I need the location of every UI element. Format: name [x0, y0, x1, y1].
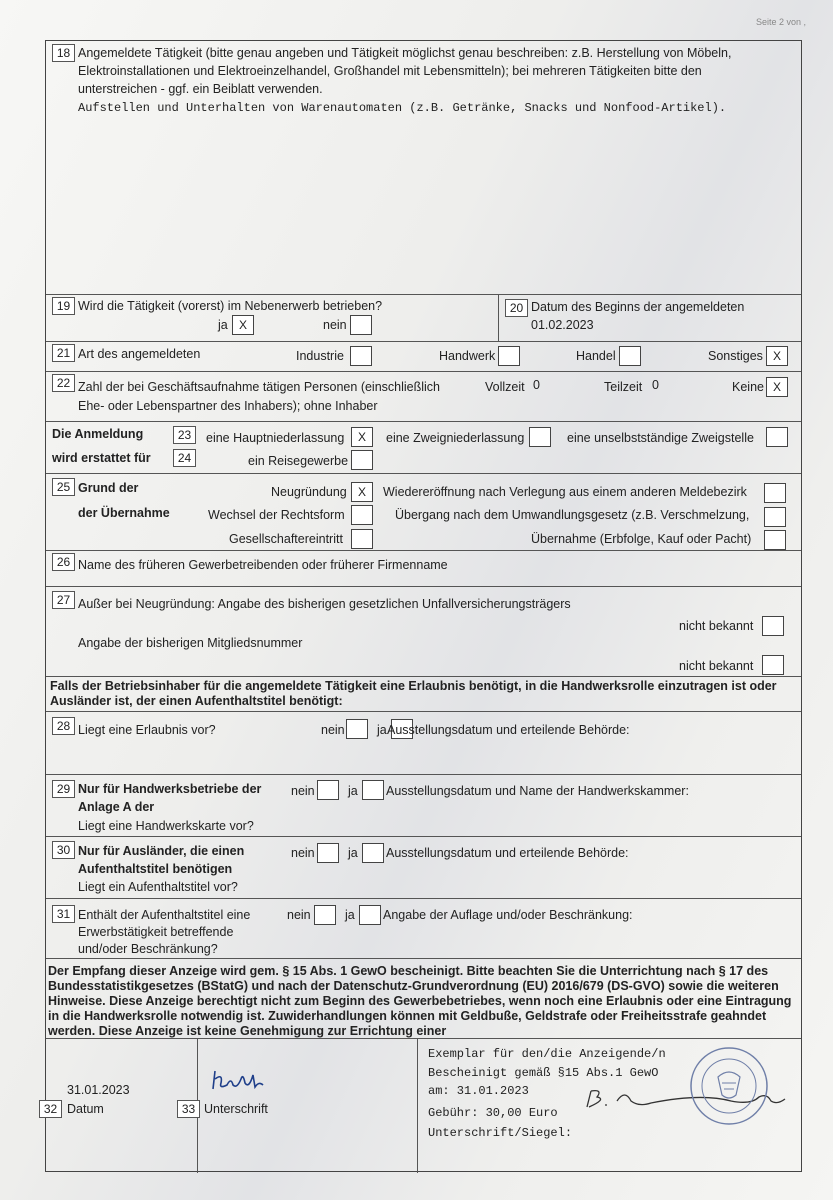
craft-label-1: Nur für Handwerksbetriebe der	[78, 782, 262, 796]
unselbststaendige-zweigstelle-checkbox[interactable]	[766, 427, 788, 447]
teilzeit-value[interactable]: 0	[652, 378, 659, 392]
type-handwerk-label: Handwerk	[439, 349, 496, 363]
type-handel-label: Handel	[576, 349, 616, 363]
field-number: 32	[39, 1100, 62, 1118]
section-25	[46, 474, 801, 551]
permit-ja-label: ja	[377, 723, 387, 737]
permit-nein-label: nein	[321, 723, 345, 737]
keine-checkbox[interactable]: X	[766, 377, 788, 397]
restriction-label-1: Enthält der Aufenthaltstitel eine	[78, 908, 251, 922]
permit-question: Liegt eine Erlaubnis vor?	[78, 723, 216, 737]
persons-label-line-2: Ehe- oder Lebenspartner des Inhabers); ohne Inhaber	[78, 399, 378, 413]
craft-ja-label: ja	[348, 784, 358, 798]
section-27	[46, 587, 801, 677]
foreigner-ja-checkbox[interactable]	[362, 843, 384, 863]
field-number: 28	[52, 717, 75, 735]
stamp-line-2: Bescheinigt gemäß §15 Abs.1 GewO	[428, 1066, 659, 1080]
field-number: 24	[173, 449, 196, 467]
restriction-nein-checkbox[interactable]	[314, 905, 336, 925]
craft-label-2: Anlage A der	[78, 800, 155, 814]
type-industrie-label: Industrie	[296, 349, 344, 363]
foreigner-nein-checkbox[interactable]	[317, 843, 339, 863]
vollzeit-value[interactable]: 0	[533, 378, 540, 392]
field-number: 31	[52, 905, 75, 923]
hauptniederlassung-label: eine Hauptniederlassung	[206, 431, 345, 445]
wiedereroeffnung-checkbox[interactable]	[764, 483, 786, 503]
sideline-nein-checkbox[interactable]	[350, 315, 372, 335]
restriction-ja-label: ja	[345, 908, 355, 922]
vollzeit-label: Vollzeit	[485, 380, 525, 394]
uebernahme-checkbox[interactable]	[764, 530, 786, 550]
registration-title-2: wird erstattet für	[52, 451, 151, 465]
section-31	[46, 899, 801, 959]
sideline-nein-label: nein	[323, 318, 347, 332]
craft-ja-checkbox[interactable]	[362, 780, 384, 800]
gesellschaftereintritt-checkbox[interactable]	[351, 529, 373, 549]
field-number: 19	[52, 297, 75, 315]
membership-not-known-checkbox[interactable]	[762, 655, 784, 675]
type-sonstiges-label: Sonstiges	[708, 349, 763, 363]
craft-label-3: Liegt eine Handwerkskarte vor?	[78, 819, 254, 833]
stamp-line-3: am: 31.01.2023	[428, 1084, 529, 1098]
zweigniederlassung-checkbox[interactable]	[529, 427, 551, 447]
section-22	[46, 372, 801, 422]
neugruendung-label: Neugründung	[271, 485, 347, 499]
trade-registration-form	[45, 40, 802, 1172]
date-label: Datum	[67, 1102, 104, 1116]
restriction-label-3: und/oder Beschränkung?	[78, 942, 218, 956]
restriction-ja-checkbox[interactable]	[359, 905, 381, 925]
section-21	[46, 342, 801, 372]
permit-issue-detail: Ausstellungsdatum und erteilende Behörde:	[387, 723, 630, 737]
foreigner-label-3: Liegt ein Aufenthaltstitel vor?	[78, 880, 238, 894]
field-number: 25	[52, 478, 75, 496]
umwandlung-label: Übergang nach dem Umwandlungsgesetz (z.B. Verschmelzung,	[395, 508, 750, 522]
section-28	[46, 712, 801, 775]
field-number: 27	[52, 591, 75, 609]
registration-title-1: Die Anmeldung	[52, 427, 144, 441]
section-18	[46, 41, 801, 295]
membership-not-known-label: nicht bekannt	[679, 659, 754, 673]
sideline-question: Wird die Tätigkeit (vorerst) im Nebenerwerb betrieben?	[78, 299, 383, 313]
field-number: 21	[52, 344, 75, 362]
official-seal	[686, 1043, 772, 1129]
craft-nein-checkbox[interactable]	[317, 780, 339, 800]
umwandlung-checkbox[interactable]	[764, 507, 786, 527]
rechtsform-label: Wechsel der Rechtsform	[208, 508, 345, 522]
stamp-line-5: Unterschrift/Siegel:	[428, 1126, 573, 1140]
column-divider	[498, 295, 499, 341]
neugruendung-checkbox[interactable]: X	[351, 482, 373, 502]
field-number: 29	[52, 780, 75, 798]
unselbststaendige-zweigstelle-label: eine unselbstständige Zweigstelle	[567, 431, 754, 445]
field-number: 18	[52, 44, 75, 62]
reason-title-2: der Übernahme	[78, 506, 170, 520]
type-handel-checkbox[interactable]	[619, 346, 641, 366]
wiedereroeffnung-label: Wiedereröffnung nach Verlegung aus einem anderen Meldebezirk	[383, 485, 747, 499]
restriction-label-2: Erwerbstätigkeit betreffende	[78, 925, 234, 939]
foreigner-label-2: Aufenthaltstitel benötigen	[78, 862, 233, 876]
reisegewerbe-checkbox[interactable]	[351, 450, 373, 470]
section-29	[46, 775, 801, 837]
gesellschaftereintritt-label: Gesellschaftereintritt	[229, 532, 343, 546]
section-19-20	[46, 295, 801, 342]
foreigner-label-1: Nur für Ausländer, die einen	[78, 844, 245, 858]
reisegewerbe-label: ein Reisegewerbe	[248, 454, 349, 468]
activity-label-line-3: unterstreichen - ggf. ein Beiblatt verwenden.	[78, 82, 323, 96]
foreigner-nein-label: nein	[291, 846, 315, 860]
activity-label-line-2: Elektroinstallationen und Elektroeinzelhandel, Großhandel mit Lebensmitteln); bei mehreren Tätigkeiten bitte den	[78, 64, 702, 78]
persons-label-line-1: Zahl der bei Geschäftsaufnahme tätigen Personen (einschließlich	[78, 380, 441, 394]
restriction-nein-label: nein	[287, 908, 311, 922]
section-23-24	[46, 422, 801, 474]
keine-label: Keine	[732, 380, 764, 394]
date-value[interactable]: 31.01.2023	[67, 1083, 130, 1097]
teilzeit-label: Teilzeit	[604, 380, 643, 394]
craft-nein-label: nein	[291, 784, 315, 798]
section-30	[46, 837, 801, 899]
activity-value[interactable]: Aufstellen und Unterhalten von Warenautomaten (z.B. Getränke, Snacks und Nonfood-Artikel).	[78, 101, 727, 115]
hauptniederlassung-checkbox[interactable]: X	[351, 427, 373, 447]
start-date-value[interactable]: 01.02.2023	[531, 318, 594, 332]
membership-number-label: Angabe der bisherigen Mitgliedsnummer	[78, 636, 303, 650]
type-handwerk-checkbox[interactable]	[498, 346, 520, 366]
receipt-notice	[46, 959, 801, 1039]
type-sonstiges-checkbox[interactable]: X	[766, 346, 788, 366]
field-number: 20	[505, 299, 528, 317]
reason-title-1: Grund der	[78, 481, 139, 495]
activity-label-line-1: Angemeldete Tätigkeit (bitte genau angeben und Tätigkeit möglichst genau beschreiben: z.B. Herstellung von Möbeln,	[78, 46, 732, 60]
signature-label: Unterschrift	[204, 1102, 268, 1116]
foreigner-ja-label: ja	[348, 846, 358, 860]
sideline-ja-label: ja	[218, 318, 228, 332]
start-date-label: Datum des Beginns der angemeldeten	[531, 300, 745, 314]
permit-nein-checkbox[interactable]	[346, 719, 368, 739]
insurance-not-known-label: nicht bekannt	[679, 619, 754, 633]
applicant-signature	[209, 1067, 269, 1095]
restriction-detail-label: Angabe der Auflage und/oder Beschränkung:	[383, 908, 633, 922]
field-number: 22	[52, 374, 75, 392]
field-number: 33	[177, 1100, 200, 1118]
stamp-line-1: Exemplar für den/die Anzeigende/n	[428, 1047, 666, 1061]
permit-notice	[46, 677, 801, 712]
field-number: 23	[173, 426, 196, 444]
receipt-notice-text: Der Empfang dieser Anzeige wird gem. § 15 Abs. 1 GewO bescheinigt. Bitte beachten Sie die Unterrichtung nach § 17 des Bundesstatistikgesetzes (BStatG) und nach der Datenschutz-Grundverordnung (EU) 2016/679 (DS-GVO) sowie die weiteren Hinweise. Diese Anzeige berechtigt nicht zum Beginn des Gewerbebetriebes, wenn noch eine Erlaubnis oder eine Eintragung in die Handwerksrolle notwendig ist. Zuwiderhandlungen können mit Geldbuße, Geldstrafe oder Freiheitsstrafe geahndet werden. Diese Anzeige ist keine Genehmigung zur Errichtung einer	[48, 964, 792, 1038]
former-name-label: Name des früheren Gewerbetreibenden oder früherer Firmenname	[78, 558, 448, 572]
type-industrie-checkbox[interactable]	[350, 346, 372, 366]
page-number: Seite 2 von ,	[756, 17, 807, 27]
rechtsform-checkbox[interactable]	[351, 505, 373, 525]
craft-detail-label: Ausstellungsdatum und Name der Handwerkskammer:	[386, 784, 689, 798]
section-26	[46, 551, 801, 587]
business-type-label: Art des angemeldeten	[78, 347, 201, 361]
signature-footer	[43, 1039, 801, 1173]
insurance-label: Außer bei Neugründung: Angabe des bisherigen gesetzlichen Unfallversicherungsträgers	[78, 597, 571, 611]
permit-notice-text: Falls der Betriebsinhaber für die angemeldete Tätigkeit eine Erlaubnis benötigt, in die Handwerksrolle einzutragen ist oder Ausländer ist, der einen Aufenthaltstitel benötigt:	[50, 679, 777, 708]
stamp-line-4: Gebühr: 30,00 Euro	[428, 1106, 558, 1120]
sideline-ja-checkbox[interactable]: X	[232, 315, 254, 335]
uebernahme-label: Übernahme (Erbfolge, Kauf oder Pacht)	[531, 532, 752, 546]
column-divider	[417, 1039, 418, 1173]
insurance-not-known-checkbox[interactable]	[762, 616, 784, 636]
field-number: 30	[52, 841, 75, 859]
field-number: 26	[52, 553, 75, 571]
foreigner-detail-label: Ausstellungsdatum und erteilende Behörde:	[386, 846, 629, 860]
zweigniederlassung-label: eine Zweigniederlassung	[386, 431, 525, 445]
